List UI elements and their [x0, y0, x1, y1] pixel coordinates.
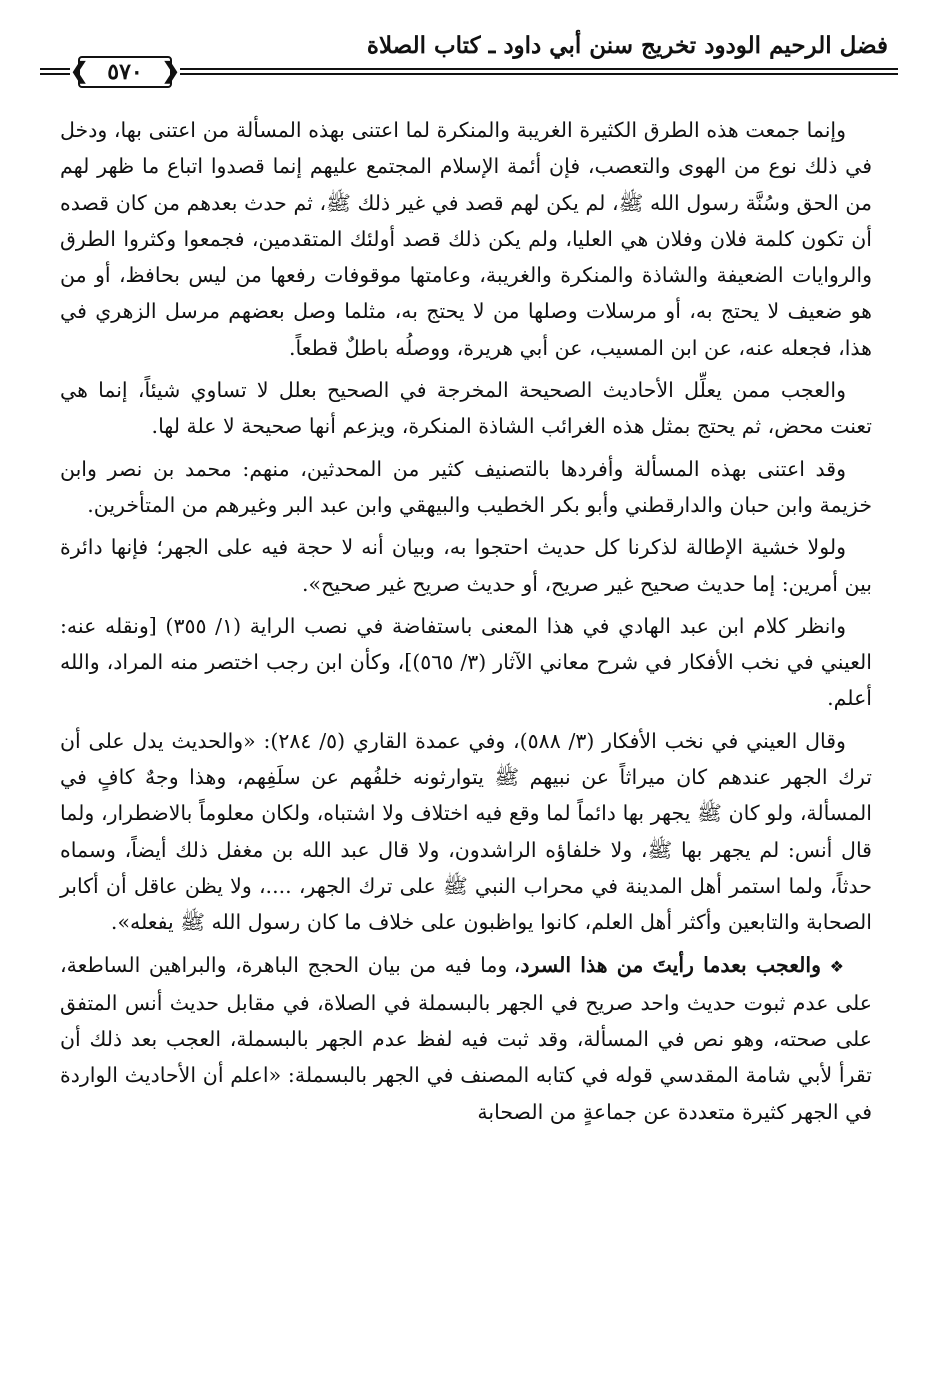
paragraph: والعجب ممن يعلِّل الأحاديث الصحيحة المخرجة في الصحيح بعلل لا تساوي شيئاً، إنما هي تعنت محض، ثم يحتج بمثل هذه الغرائب الشاذة المنكرة، ويزعم أنها صحيحة لا علة لها.: [60, 378, 872, 439]
page-number: ٥٧٠: [107, 59, 143, 85]
paragraph-marker-icon: ❖: [829, 956, 846, 976]
paragraph: وانظر كلام ابن عبد الهادي في هذا المعنى باستفاضة في نصب الراية (١/ ٣٥٥) [ونقله عنه: العيني في نخب الأفكار في شرح معاني الآثار (٣/ ٥٦٥)]، وكأن ابن رجب اختصر منه المراد، والله أعلم.: [60, 613, 872, 711]
ornament-left-icon: ❮: [70, 58, 89, 84]
paragraph-text: ، وما فيه من بيان الحجج الباهرة، والبراهين الساطعة، على عدم ثبوت حديث واحد صريح في الجهر بالبسملة في الصلاة، في مقابل حديث أنس المتفق على صحته، وهو نص في المسألة، وقد ثبت فيه لفظ عدم الجهر بالبسملة، العجب بعد ذلك أن تقرأ لأبي شامة المقدسي قوله في كتابه المصنف في الجهر بالبسملة: «اعلم أن الأحاديث الواردة في الجهر كثيرة متعددة عن جماعةٍ من الصحابة: [60, 952, 872, 1124]
paragraph: ولولا خشية الإطالة لذكرنا كل حديث احتجوا به، وبيان أنه لا حجة فيه على الجهر؛ فإنها دائرة بين أمرين: إما حديث صحيح غير صريح، أو حديث صريح غير صحيح».: [60, 535, 872, 596]
paragraph: وقال العيني في نخب الأفكار (٣/ ٥٨٨)، وفي عمدة القاري (٥/ ٢٨٤): «والحديث يدل على أن ترك الجهر عندهم كان ميراثاً عن نبيهم ﷺ يتوارثونه خلفُهم عن سلَفِهم، وهذا وجهٌ كافٍ في المسألة، ولو كان ﷺ يجهر بها دائماً لما وقع فيه اختلاف ولا اشتباه، ولكان معلوماً بالاضطرار، ولما قال أنس: لم يجهر بها ﷺ، ولا خلفاؤه الراشدون، ولا قال عبد الله بن مغفل ذلك أيضاً، وسماه حدثاً، ولما استمر أهل المدينة في محراب النبي ﷺ على ترك الجهر، ....، ولا يظن عاقل أن أكابر الصحابة والتابعين وأكثر أهل العلم، كانوا يواظبون على خلاف ما كان رسول الله ﷺ يفعله».: [60, 728, 872, 935]
ornament-right-icon: ❯: [161, 58, 180, 84]
page-header: [40, 26, 898, 92]
paragraph: وقد اعتنى بهذه المسألة وأفردها بالتصنيف كثير من المحدثين، منهم: محمد بن نصر وابن خزيمة وابن حبان والدارقطني وأبو بكر الخطيب والبيهقي وابن عبد البر وغيرهم من المتأخرين.: [60, 456, 872, 517]
bold-lead-text: والعجب بعدما رأيتَ من هذا السرد: [520, 952, 822, 977]
paragraph-last: [60, 947, 872, 1130]
main-text: [60, 112, 872, 1136]
running-title: فضل الرحيم الودود تخريج سنن أبي داود ـ كتاب الصلاة: [366, 32, 888, 59]
paragraph: وإنما جمعت هذه الطرق الكثيرة الغريبة والمنكرة لما اعتنى بهذه المسألة من اعتنى بها، ودخل في ذلك نوع من الهوى والتعصب، فإن أئمة الإسلام المجتمع عليهم إنما قصدوا اتباع ما ظهر لهم من الحق وسُنَّة رسول الله ﷺ، لم يكن لهم قصد في غير ذلك ﷺ، ثم حدث بعدهم من كان قصده أن تكون كلمة فلان وفلان هي العليا، ولم يكن ذلك قصد أولئك المتقدمين، فجمعوا وكثروا الطرق والروايات الضعيفة والشاذة والمنكرة والغريبة، وعامتها موقوفات رفعها من ليس بحافظ، أو من هو ضعيف لا يحتج به، أو مرسلات وصلها من لا يحتج به، مثلما وصل بعضهم مرسل الزهري في هذا، فجعله عنه، عن ابن المسيب، عن أبي هريرة، ووصلُه باطلٌ قطعاً.: [60, 118, 872, 360]
page-number-box: [70, 54, 180, 90]
